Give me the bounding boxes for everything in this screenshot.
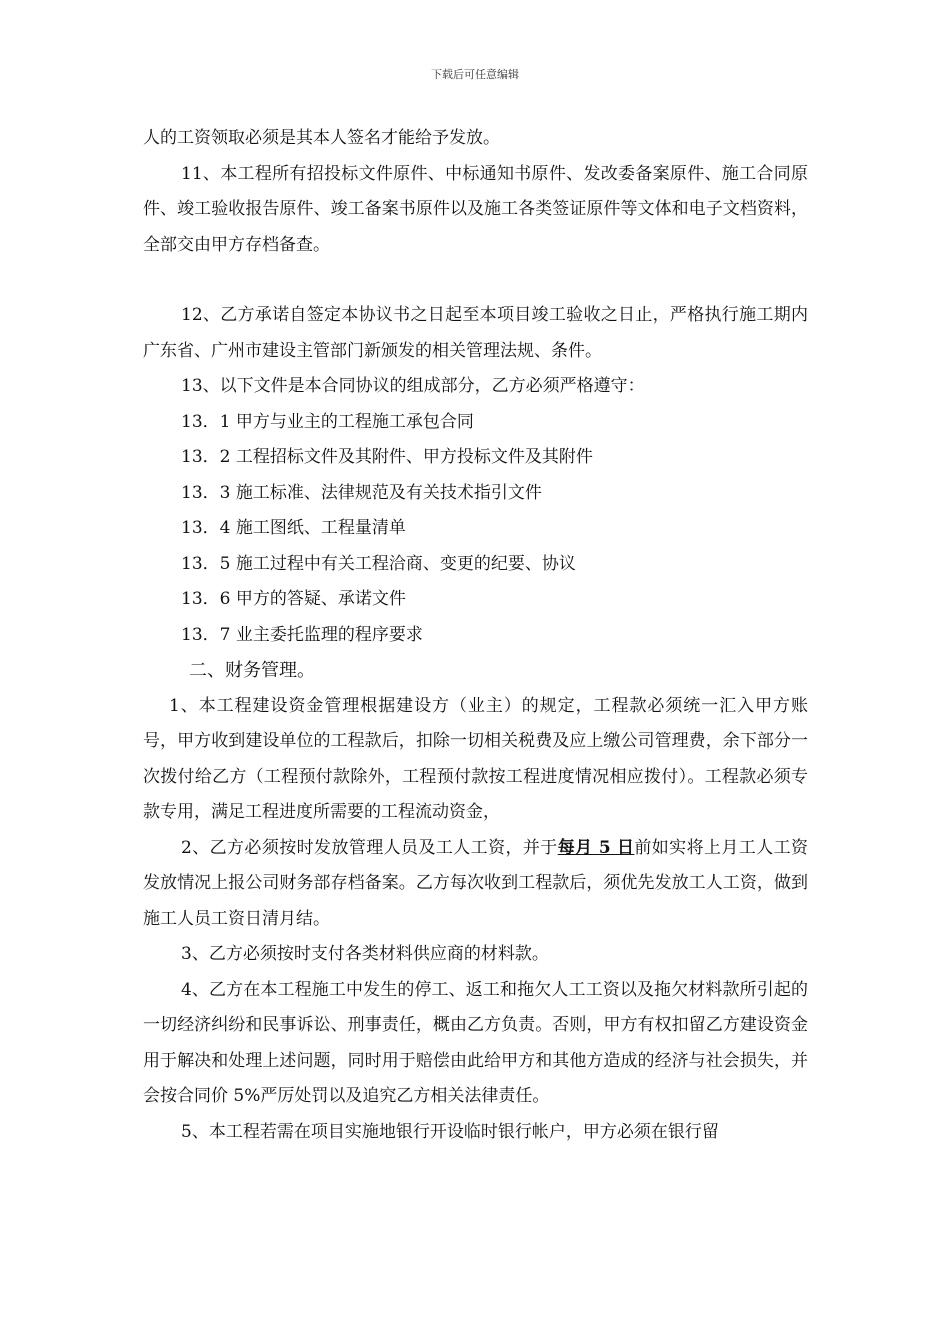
paragraph-11: 11、本工程所有招投标文件原件、中标通知书原件、发改委备案原件、施工合同原件、竣工验收报告原件、竣工备案书原件以及施工各类签证原件等文体和电子文档资料，全部交由甲方存档备查。 [143, 163, 808, 255]
finance-paragraph-4: 4、乙方在本工程施工中发生的停工、返工和拖欠人工工资以及拖欠材料款所引起的一切经济纠纷和民事诉讼、刑事责任，概由乙方负责。否则，甲方有权扣留乙方建设资金用于解决和处理上述问题，同时用于赔偿由此给甲方和其他方造成的经济与社会损失，并会按合同价 5%严厉处罚以及追究乙方相关法律责任。 [143, 979, 808, 1106]
list-item: 13．5 施工过程中有关工程洽商、变更的纪要、协议 [181, 553, 576, 574]
section-title-finance: 二、财务管理。 [189, 660, 315, 681]
payday-emphasis: 每月 5 日 [557, 837, 635, 858]
list-item: 13．4 施工图纸、工程量清单 [181, 518, 406, 538]
page-header: 下载后可任意编辑 [431, 68, 519, 81]
finance-paragraph-2-start: 2、乙方必须按时发放管理人员及工人工资，并于 [181, 837, 558, 858]
list-item: 13．1 甲方与业主的工程施工承包合同 [181, 411, 474, 432]
list-item: 13．6 甲方的答疑、承诺文件 [181, 589, 406, 609]
finance-paragraph-2 [143, 831, 808, 938]
document-body [143, 121, 808, 1150]
blank-line [143, 263, 808, 298]
paragraph-13: 13、以下文件是本合同协议的组成部分，乙方必须严格遵守： [181, 376, 645, 396]
list-item: 13．2 工程招标文件及其附件、甲方投标文件及其附件 [181, 447, 593, 467]
finance-paragraph-3: 3、乙方必须按时支付各类材料供应商的材料款。 [181, 944, 549, 964]
paragraph-continuation: 人的工资领取必须是其本人签名才能给予发放。 [143, 128, 500, 148]
finance-paragraph-1: 1、本工程建设资金管理根据建设方（业主）的规定，工程款必须统一汇入甲方账号，甲方收到建设单位的工程款后，扣除一切相关税费及应上缴公司管理费，余下部分一次拨付给乙方（工程预付款除外，工程预付款按工程进度情况相应拨付）。工程款必须专款专用，满足工程进度所需要的工程流动资金， [143, 695, 808, 822]
paragraph-12: 12、乙方承诺自签定本协议书之日起至本项目竣工验收之日止，严格执行施工期内广东省、广州市建设主管部门新颁发的相关管理法规、条件。 [143, 305, 808, 361]
finance-paragraph-5: 5、本工程若需在项目实施地银行开设临时银行帐户，甲方必须在银行留 [181, 1121, 719, 1142]
finance-paragraph-2-end: 前如实将上月工人工资发放情况上报公司财务部存档备案。乙方每次收到工程款后，须优先发放工人工资，做到施工人员工资日清月结。 [143, 837, 808, 929]
list-item: 13．7 业主委托监理的程序要求 [181, 624, 423, 645]
list-item: 13．3 施工标准、法律规范及有关技术指引文件 [181, 482, 542, 503]
